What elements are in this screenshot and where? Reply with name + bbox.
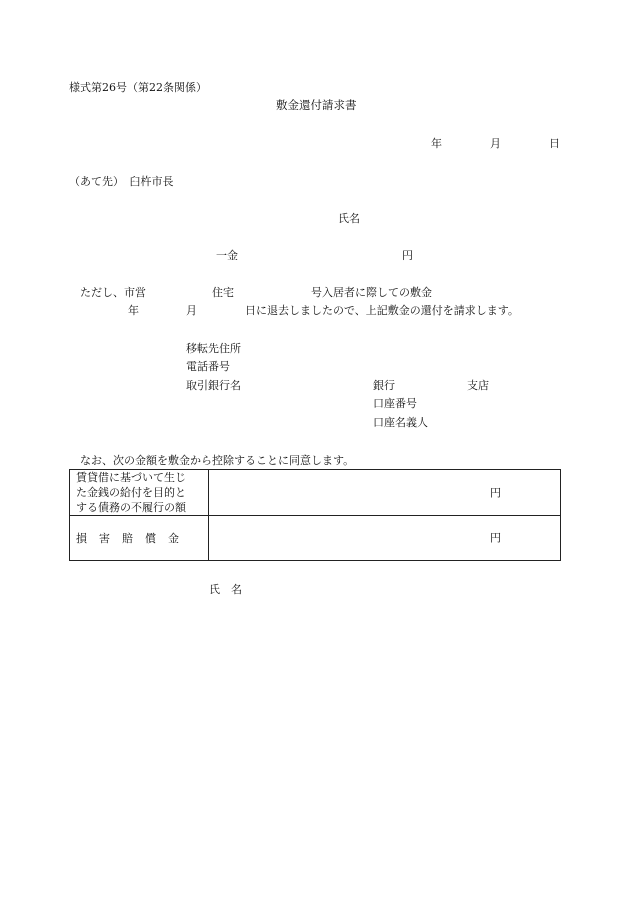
default-amount-cell xyxy=(209,470,561,516)
forwarding-address-label: 移転先住所 xyxy=(186,342,241,355)
bank-name-label: 取引銀行名 xyxy=(186,379,241,392)
signature-name-label: 氏 名 xyxy=(209,583,242,596)
branch-label: 支店 xyxy=(467,379,489,392)
deduction-table xyxy=(69,469,561,561)
document-title: 敷金還付請求書 xyxy=(276,98,357,112)
date-month-label: 月 xyxy=(490,137,501,150)
body-line-2-month: 月 xyxy=(186,304,197,317)
form-number: 様式第26号（第22条関係） xyxy=(69,81,207,94)
body-line-2-year: 年 xyxy=(128,304,139,317)
damages-amount-cell xyxy=(209,516,561,561)
damages-label: 損害賠償金 xyxy=(70,516,209,561)
date-year-label: 年 xyxy=(431,137,442,150)
applicant-name-label: 氏名 xyxy=(338,212,360,225)
date-day-label: 日 xyxy=(549,137,560,150)
amount-prefix: 一金 xyxy=(216,249,238,262)
body-line-1: ただし、市営 住宅 号入居者に際しての敷金 xyxy=(80,286,432,299)
table-row xyxy=(70,470,561,516)
amount-unit: 円 xyxy=(402,249,413,262)
account-holder-label: 口座名義人 xyxy=(373,416,428,429)
bank-label: 銀行 xyxy=(373,379,395,392)
addressee: （あて先） 臼杵市長 xyxy=(69,175,174,188)
body-line-2-rest: 日に退去しましたので、上記敷金の還付を請求します。 xyxy=(245,304,519,317)
table-row xyxy=(70,516,561,561)
phone-label: 電話番号 xyxy=(186,360,230,373)
default-amount-label: 賃貸借に基づいて生じ た金銭の給付を目的と する債務の不履行の額 xyxy=(70,470,209,516)
yen-unit: 円 xyxy=(490,486,501,499)
yen-unit: 円 xyxy=(490,531,501,545)
account-number-label: 口座番号 xyxy=(373,397,417,410)
deduction-consent: なお、次の金額を敷金から控除することに同意します。 xyxy=(80,454,355,467)
